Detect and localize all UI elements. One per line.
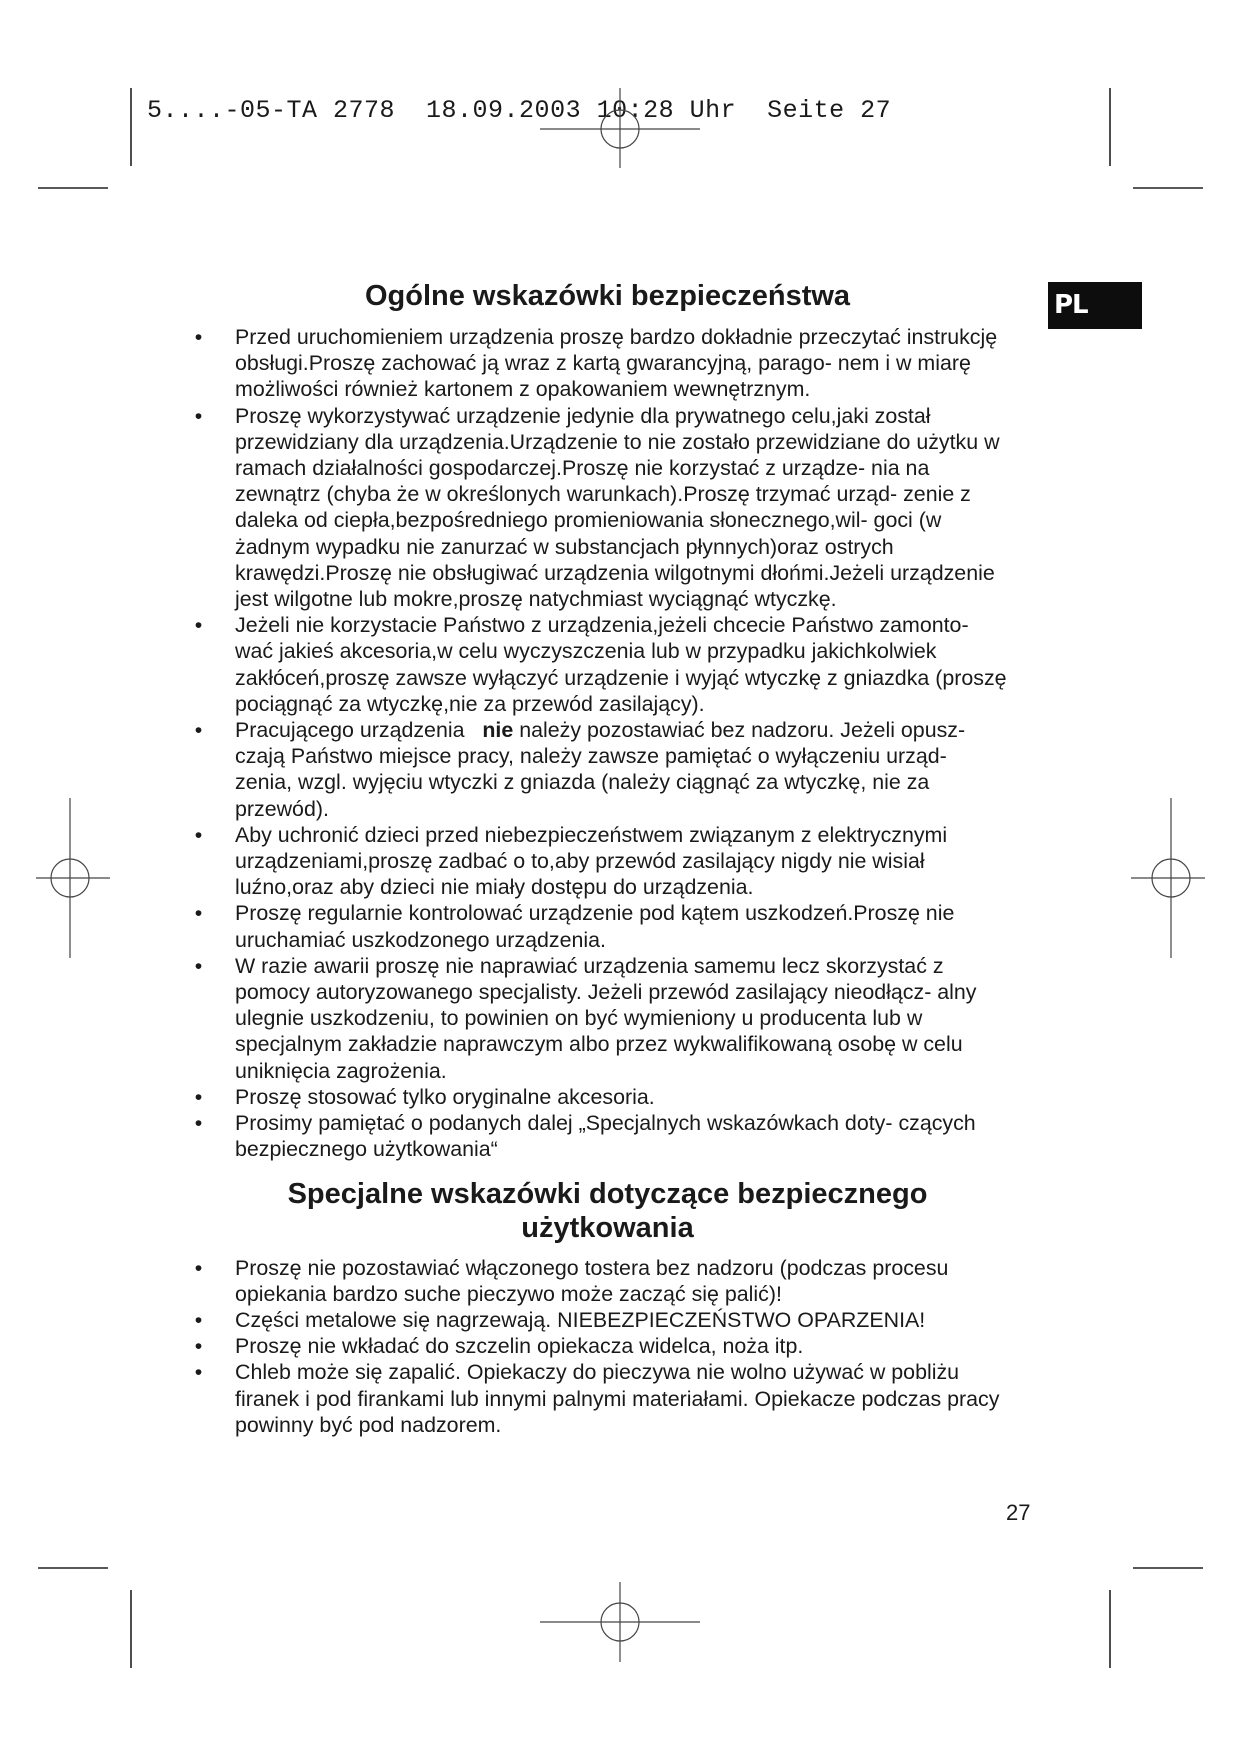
language-tab: PL [1048,282,1142,329]
section-title-special-safety: Specjalne wskazówki dotyczące bezpiecznego użytkowania [287,1177,928,1244]
registration-mark-right [1131,798,1205,958]
list-item: • W razie awarii proszę nie naprawiać urządzenia samemu lecz skorzystać z pomocy autoryzowanego specjalisty. Jeżeli przewód zasilający nieodłącz- alny ulegnie uszkodzeniu, to powinien on być wymieniony u producenta lub w specjalnym zakładzie naprawczym albo przez wykwalifikowaną osobę w celu uniknięcia zagrożenia. [194,953,977,1083]
registration-mark-top [540,88,700,168]
list-item: • Części metalowe się nagrzewają. NIEBEZPIECZEŃSTWO OPARZENIA! [194,1307,926,1332]
document-body [190,276,1025,1438]
list-item: • Proszę nie pozostawiać włączonego tostera bez nadzoru (podczas procesu opiekania bardzo suche pieczywo może zacząć się palić)! [194,1255,949,1306]
list-item: • Aby uchronić dzieci przed niebezpieczeństwem związanym z elektrycznymi urządzeniami,proszę zadbać o to,aby przewód zasilający nigdy nie wisiał luźno,oraz aby dzieci nie miały dostępu do urządzenia. [194,822,948,900]
list-item: • Proszę wykorzystywać urządzenie jedynie dla prywatnego celu,jaki został przewidziany dla urządzenia.Urządzenie to nie zostało przewidziane do użytku w ramach działalności gospodarczej.Proszę nie korzystać z urządze- nia na zewnątrz (chyba że w określonych warunkach).Proszę trzymać urząd- zenie z daleka od ciepła,bezpośredniego promieniowania słonecznego,wil- goci (w żadnym wypadku nie zanurzać w substancjach płynnych)oraz ostrych krawędzi.Proszę nie obsługiwać urządzenia wilgotnymi dłońmi.Jeżeli urządzenie jest wilgotne lub mokre,proszę natychmiast wyciągnąć wtyczkę. [194,403,1000,612]
list-item: • Pracującego urządzenia nie należy pozostawiać bez nadzoru. Jeżeli opusz- czają Państwo miejsce pracy, należy zawsze pamiętać o wyłączeniu urząd- zenia, wzgl. wyjęciu wtyczki z gniazda (należy ciągnąć za wtyczkę, nie za przewód). [194,718,966,821]
registration-mark-left [36,798,110,958]
print-header: 5....-05-TA 2778 18.09.2003 10:28 Uhr Seite 27 [147,96,892,125]
list-item: • Prosimy pamiętać o podanych dalej „Specjalnych wskazówkach doty- czących bezpiecznego użytkowania“ [194,1111,976,1162]
list-item: • Jeżeli nie korzystacie Państwo z urządzenia,jeżeli chcecie Państwo zamonto- wać jakieś akcesoria,w celu wyczyszczenia lub w przypadku jakichkolwiek zakłóceń,proszę zawsze wyłączyć urządzenie i wyjąć wtyczkę z gniazdka (proszę pociągnąć za wtyczkę,nie za przewód zasilający). [194,613,1007,716]
general-safety-list [190,324,1025,1163]
list-item: • Proszę stosować tylko oryginalne akcesoria. [194,1084,655,1109]
section-title-general-safety: Ogólne wskazówki bezpieczeństwa [364,280,851,312]
registration-mark-bottom [540,1582,700,1662]
list-item: • Przed uruchomieniem urządzenia proszę bardzo dokładnie przeczytać instrukcję obsługi.Proszę zachować ją wraz z kartą gwarancyjną, parago- nem i w miarę możliwości również kartonem z opakowaniem wewnętrznym. [194,325,998,402]
emphasis-nie: nie [482,718,514,743]
page-number: 27 [1006,1500,1031,1525]
list-item: • Chleb może się zapalić. Opiekaczy do pieczywa nie wolno używać w pobliżu firanek i pod firankami lub innymi palnymi materiałami. Opiekacze podczas pracy powinny być pod nadzorem. [194,1360,1000,1437]
list-item: • Proszę nie wkładać do szczelin opiekacza widelca, noża itp. [194,1334,804,1359]
special-safety-list [190,1255,1025,1438]
list-item: • Proszę regularnie kontrolować urządzenie pod kątem uszkodzeń.Proszę nie uruchamiać uszkodzonego urządzenia. [194,901,955,952]
